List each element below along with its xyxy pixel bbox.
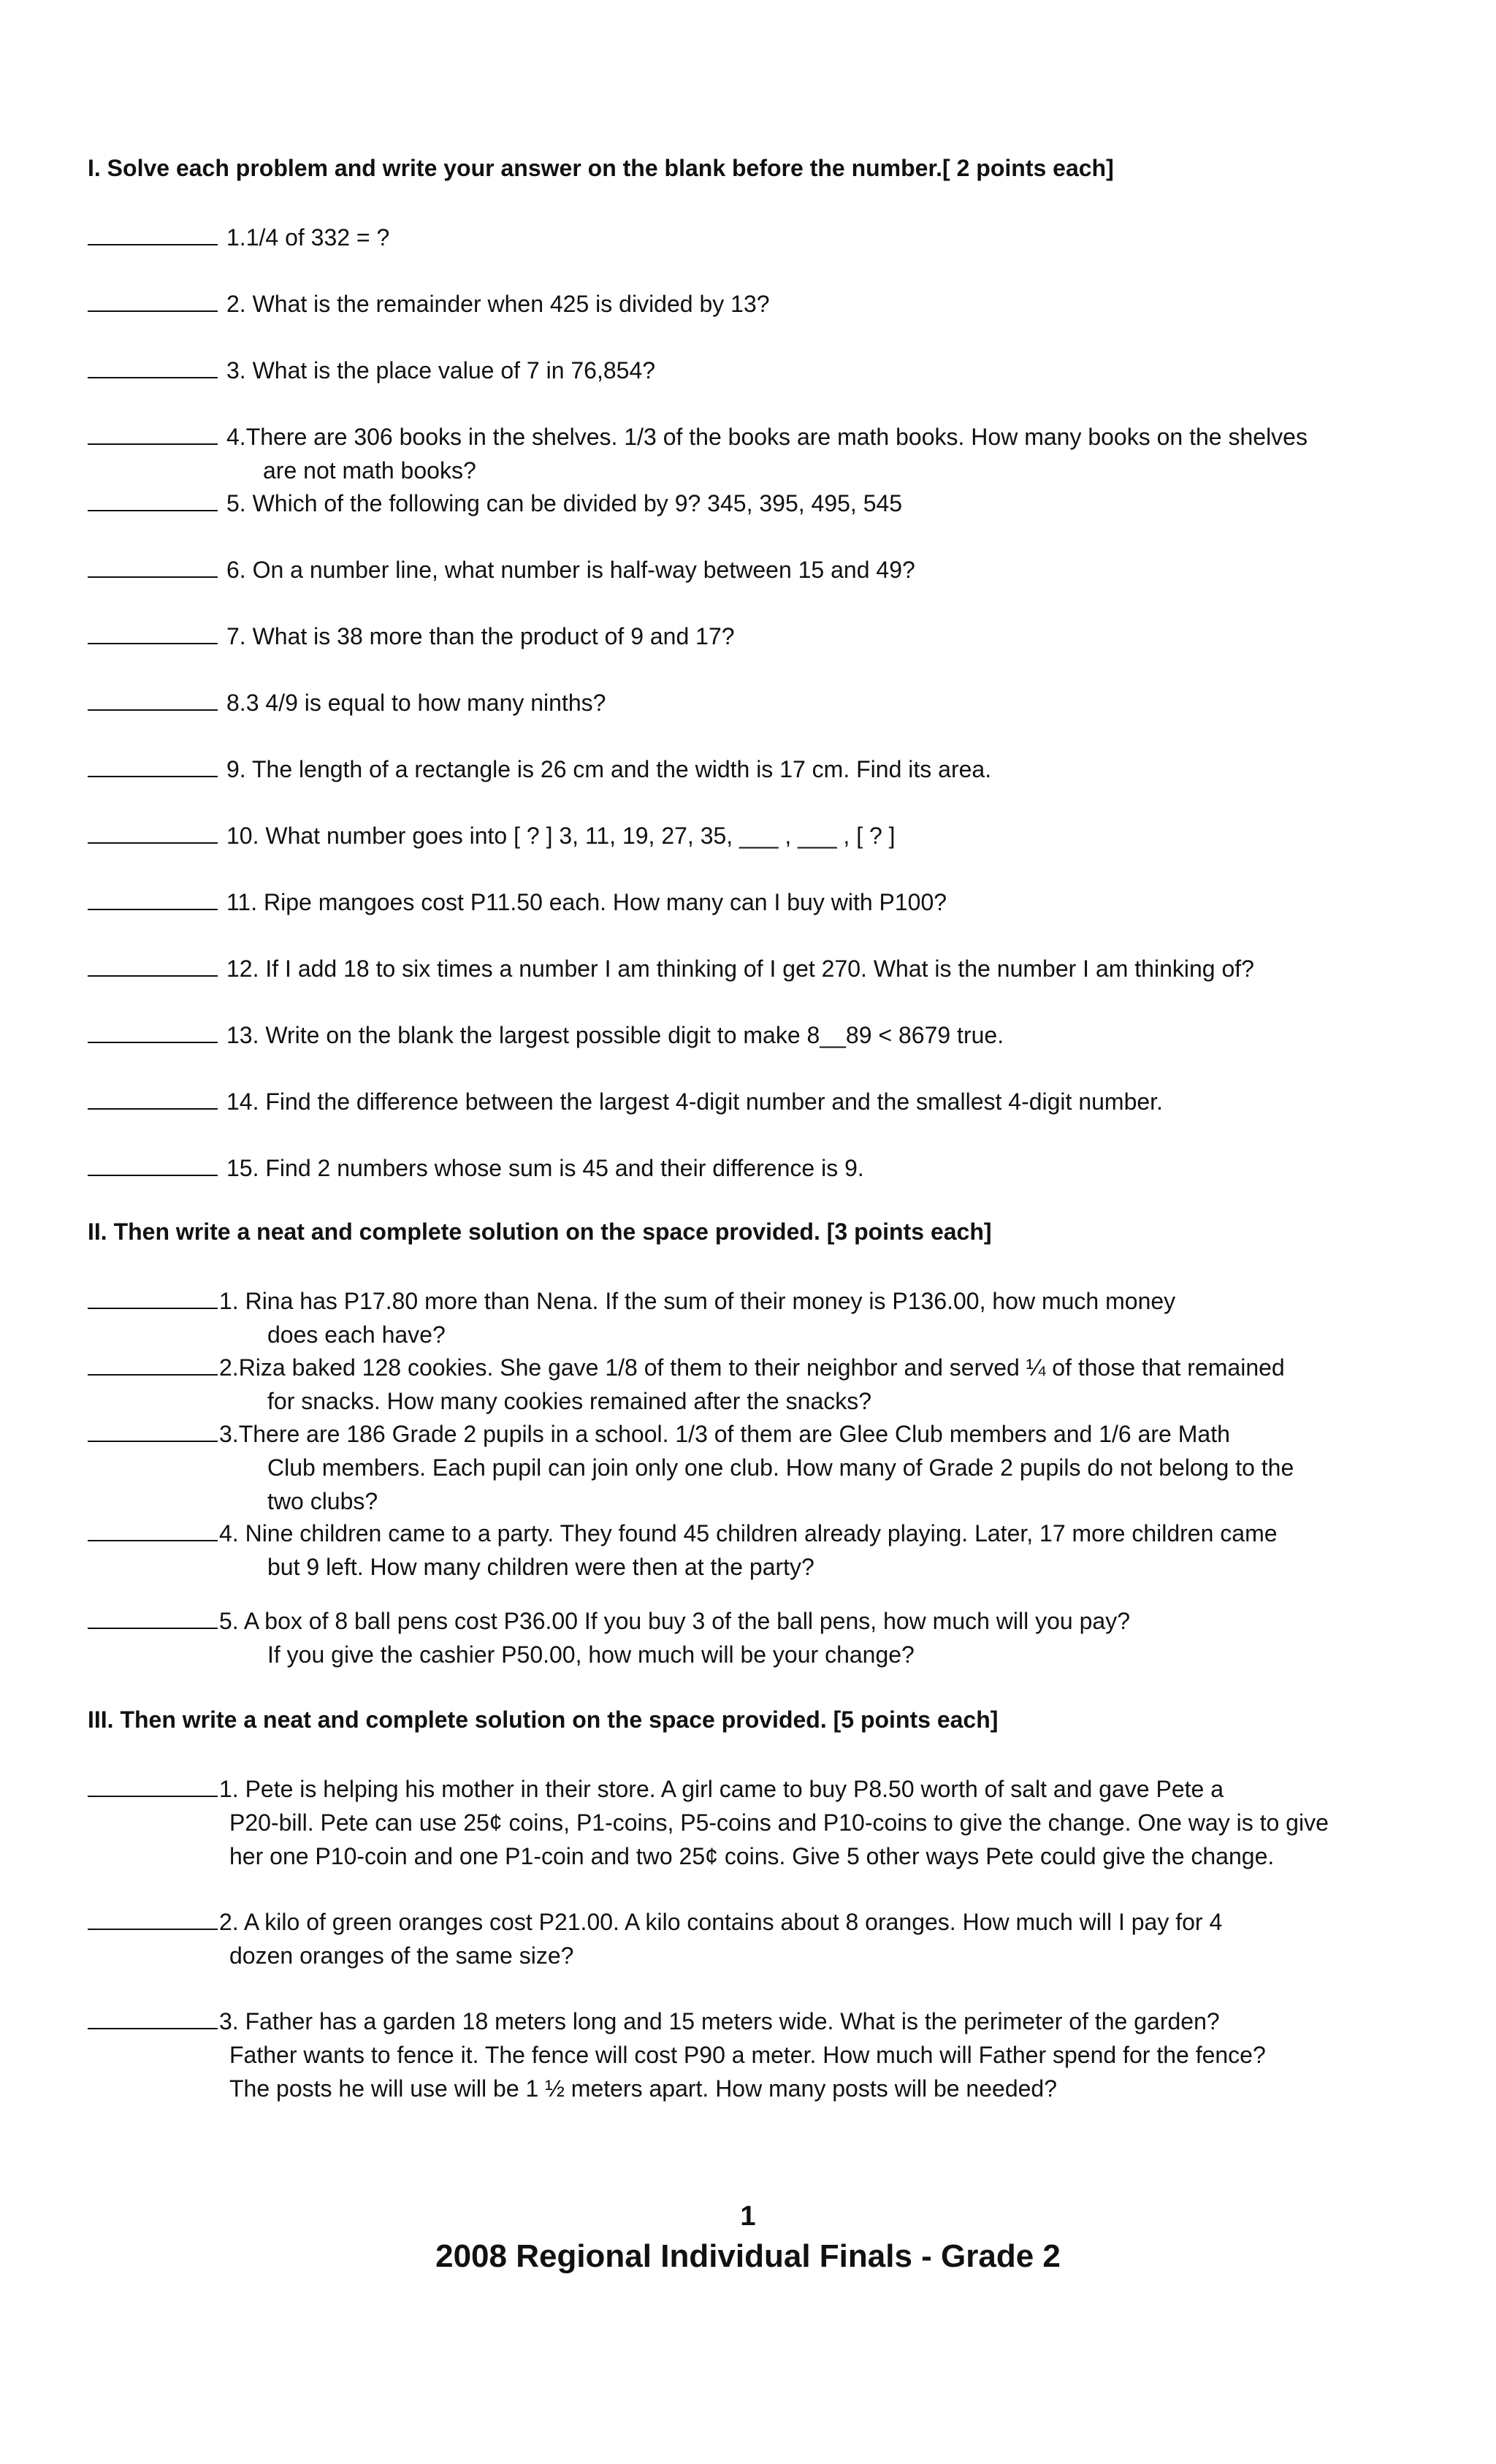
s2-item-5: 5. A box of 8 ball pens cost P36.00 If you buy 3 of the ball pens, how much will you pay? If you give the cashier P50.00, how much will be your change?	[88, 1604, 1402, 1671]
s1-item-7: 7. What is 38 more than the product of 9 and 17?	[88, 619, 1402, 653]
s3-item-3: 3. Father has a garden 18 meters long and 15 meters wide. What is the perimeter of the garden? Father wants to fence it. The fence will cost P90 a meter. How much will Father spend for the fence? The posts he will use will be 1 ½ meters apart. How many posts will be needed?	[88, 2005, 1402, 2105]
s2-item-3: 3.There are 186 Grade 2 pupils in a school. 1/3 of them are Glee Club members and 1/6 are Math Club members. Each pupil can join only one club. How many of Grade 2 pupils do not belong to the two clubs?	[88, 1417, 1402, 1518]
answer-blank[interactable]	[88, 1086, 218, 1110]
answer-blank[interactable]	[88, 887, 218, 910]
answer-blank[interactable]	[88, 953, 218, 977]
answer-blank[interactable]	[88, 820, 218, 844]
answer-blank[interactable]	[88, 1020, 218, 1043]
answer-blank[interactable]	[88, 222, 218, 245]
answer-blank[interactable]	[88, 1153, 218, 1176]
s1-item-6: 6. On a number line, what number is half-way between 15 and 49?	[88, 553, 1402, 587]
item-continuation: Father wants to fence it. The fence will cost P90 a meter. How much will Father spend for the fence?	[229, 2042, 1266, 2068]
s3-item-1: 1. Pete is helping his mother in their store. A girl came to buy P8.50 worth of salt and gave Pete a P20-bill. Pete can use 25¢ coins, P1-coins, P5-coins and P10-coins to give the change. One way is to give her one P10-coin and one P1-coin and two 25¢ coins. Give 5 other ways Pete could give the change.	[88, 1772, 1402, 1873]
s1-item-2: 2. What is the remainder when 425 is divided by 13?	[88, 287, 1402, 321]
answer-blank[interactable]	[88, 289, 218, 312]
answer-blank[interactable]	[88, 1907, 218, 1930]
s1-item-3: 3. What is the place value of 7 in 76,854?	[88, 354, 1402, 387]
s1-item-14: 14. Find the difference between the largest 4-digit number and the smallest 4-digit number.	[88, 1085, 1402, 1118]
document-footer-title: 2008 Regional Individual Finals - Grade 2	[435, 2238, 1061, 2274]
answer-blank[interactable]	[88, 2006, 218, 2029]
answer-blank[interactable]	[88, 1419, 218, 1442]
s1-item-9: 9. The length of a rectangle is 26 cm and the width is 17 cm. Find its area.	[88, 752, 1402, 786]
answer-blank[interactable]	[88, 1774, 218, 1797]
section-3-heading: III. Then write a neat and complete solution on the space provided. [5 points each]	[88, 1706, 999, 1733]
answer-blank[interactable]	[88, 754, 218, 777]
s2-item-2: 2.Riza baked 128 cookies. She gave 1/8 of them to their neighbor and served ¼ of those that remained for snacks. How many cookies remained after the snacks?	[88, 1351, 1402, 1418]
item-continuation: but 9 left. How many children were then at the party?	[267, 1554, 814, 1580]
item-continuation: dozen oranges of the same size?	[229, 1942, 574, 1969]
answer-blank[interactable]	[88, 1518, 218, 1541]
answer-blank[interactable]	[88, 1606, 218, 1629]
s2-item-4: 4. Nine children came to a party. They found 45 children already playing. Later, 17 more children came but 9 left. How many children were then at the party?	[88, 1517, 1402, 1584]
answer-blank[interactable]	[88, 1286, 218, 1309]
s1-item-12: 12. If I add 18 to six times a number I am thinking of I get 270. What is the number I am thinking of?	[88, 952, 1402, 985]
s1-item-8: 8.3 4/9 is equal to how many ninths?	[88, 686, 1402, 720]
item-continuation: two clubs?	[267, 1488, 378, 1514]
item-continuation: her one P10-coin and one P1-coin and two 25¢ coins. Give 5 other ways Pete could give the change.	[229, 1843, 1275, 1869]
answer-blank[interactable]	[88, 355, 218, 378]
item-continuation: The posts he will use will be 1 ½ meters apart. How many posts will be needed?	[229, 2075, 1057, 2102]
s2-item-1: 1. Rina has P17.80 more than Nena. If the sum of their money is P136.00, how much money does each have?	[88, 1284, 1402, 1351]
s1-item-10: 10. What number goes into [ ? ] 3, 11, 19, 27, 35, ___ , ___ , [ ? ]	[88, 819, 1402, 853]
item-continuation: for snacks. How many cookies remained after the snacks?	[267, 1388, 872, 1414]
item-continuation: If you give the cashier P50.00, how much will be your change?	[267, 1641, 915, 1668]
item-continuation: P20-bill. Pete can use 25¢ coins, P1-coins, P5-coins and P10-coins to give the change. One way is to give	[229, 1809, 1329, 1836]
section-1-heading: I. Solve each problem and write your answer on the blank before the number.[ 2 points each]	[88, 155, 1114, 181]
s1-item-11: 11. Ripe mangoes cost P11.50 each. How many can I buy with P100?	[88, 885, 1402, 919]
s3-item-2: 2. A kilo of green oranges cost P21.00. A kilo contains about 8 oranges. How much will I pay for 4 dozen oranges of the same size?	[88, 1905, 1402, 1972]
answer-blank[interactable]	[88, 422, 218, 445]
answer-blank[interactable]	[88, 488, 218, 511]
answer-blank[interactable]	[88, 687, 218, 711]
page-number: 1	[740, 2201, 756, 2232]
s1-item-1: 1.1/4 of 332 = ?	[88, 221, 1402, 254]
s1-item-4: 4.There are 306 books in the shelves. 1/3 of the books are math books. How many books on the shelves are not math books?	[88, 420, 1402, 487]
section-2-heading: II. Then write a neat and complete solution on the space provided. [3 points each]	[88, 1218, 992, 1245]
s1-item-5: 5. Which of the following can be divided by 9? 345, 395, 495, 545	[88, 487, 1402, 520]
item-continuation: does each have?	[267, 1321, 446, 1348]
s1-item-15: 15. Find 2 numbers whose sum is 45 and their difference is 9.	[88, 1151, 1402, 1185]
item-continuation: are not math books?	[263, 457, 476, 484]
answer-blank[interactable]	[88, 1352, 218, 1376]
answer-blank[interactable]	[88, 554, 218, 578]
item-continuation: Club members. Each pupil can join only one club. How many of Grade 2 pupils do not belong to the	[267, 1454, 1294, 1481]
s1-item-13: 13. Write on the blank the largest possible digit to make 8__89 < 8679 true.	[88, 1018, 1402, 1052]
answer-blank[interactable]	[88, 621, 218, 644]
